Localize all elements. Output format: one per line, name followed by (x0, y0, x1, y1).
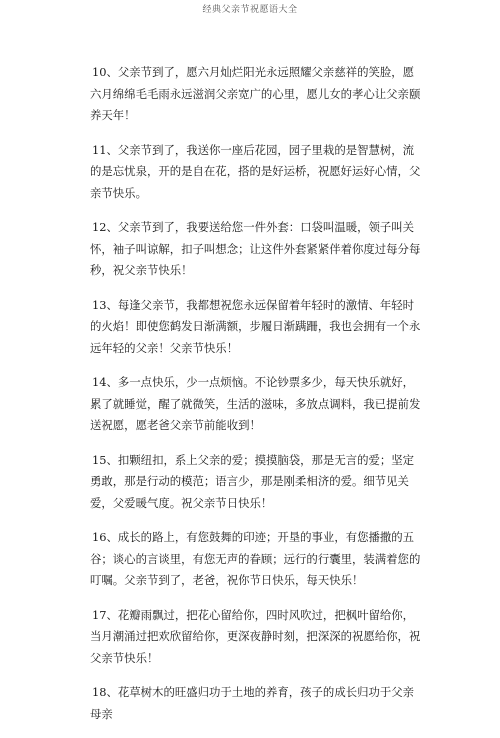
paragraph-text: 每逢父亲节，我都想祝您永远保留着年轻时的激情、年轻时的火焰！即使您鹤发日渐满额，步履日渐蹒跚，我也会拥有一个永远年轻的父亲！父亲节快乐！ (90, 297, 421, 355)
paragraph-12 (90, 217, 422, 282)
paragraph-number: 13、 (92, 297, 118, 312)
paragraph-text: 花瓣雨飘过，把花心留给你，四时风吹过，把枫叶留给你，当月潮涌过把欢欣留给你，更深夜静时刻，把深深的祝愿给你，祝父亲节快乐！ (90, 607, 421, 665)
paragraph-number: 15、 (92, 452, 118, 467)
paragraph-text: 成长的路上，有您鼓舞的印迹；开垦的事业，有您播撒的五谷；谈心的言谈里，有您无声的眷顾；远行的行囊里，装满着您的叮嘱。父亲节到了，老爸，祝你节日快乐，每天快乐！ (90, 530, 421, 587)
paragraph-text: 扣颗纽扣，系上父亲的爱；摸摸脑袋，那是无言的爱；坚定勇敢，那是行动的模范；语言少，那是刚柔相济的爱。细节见关爱，父爱暖气度。祝父亲节日快乐！ (90, 452, 415, 510)
paragraph-text: 父亲节到了，我要送给您一件外套：口袋叫温暖，领子叫关怀，袖子叫谅解，扣子叫想念；让这件外套紧紧伴着你度过每分每秒，祝父亲节快乐！ (90, 220, 421, 277)
paragraph-14 (90, 372, 422, 437)
paragraph-11 (90, 140, 422, 205)
paragraph-text: 父亲节到了，愿六月灿烂阳光永远照耀父亲慈祥的笑脸，愿六月绵绵毛毛雨永远滋润父亲宽广的心里，愿儿女的孝心让父亲颐养天年！ (90, 65, 421, 122)
paragraph-17 (90, 605, 422, 670)
paragraph-13 (90, 295, 422, 360)
paragraph-number: 16、 (92, 530, 118, 544)
paragraph-number: 17、 (92, 607, 118, 622)
paragraph-number: 12、 (92, 220, 118, 234)
paragraph-18 (90, 682, 422, 725)
document-body (90, 62, 422, 738)
paragraph-10 (90, 62, 422, 127)
paragraph-number: 18、 (92, 685, 118, 699)
paragraph-15 (90, 450, 422, 515)
paragraph-text: 多一点快乐，少一点烦恼。不论钞票多少，每天快乐就好，累了就睡觉，醒了就微笑，生活的滋味，多放点调料，我已提前发送祝愿，愿老爸父亲节前能收到！ (90, 375, 421, 432)
page-header: 经典父亲节祝愿语大全 (202, 5, 298, 15)
paragraph-16 (90, 527, 422, 592)
paragraph-number: 10、 (92, 65, 118, 79)
paragraph-text: 花草树木的旺盛归功于土地的养育，孩子的成长归功于父亲母亲 (90, 685, 415, 721)
paragraph-number: 11、 (92, 142, 118, 157)
paragraph-number: 14、 (92, 375, 118, 389)
paragraph-text: 父亲节到了，我送你一座后花园，园子里栽的是智慧树，流的是忘忧泉，开的是自在花，搭的是好运桥，祝愿好运好心情，父亲节快乐。 (90, 142, 421, 200)
